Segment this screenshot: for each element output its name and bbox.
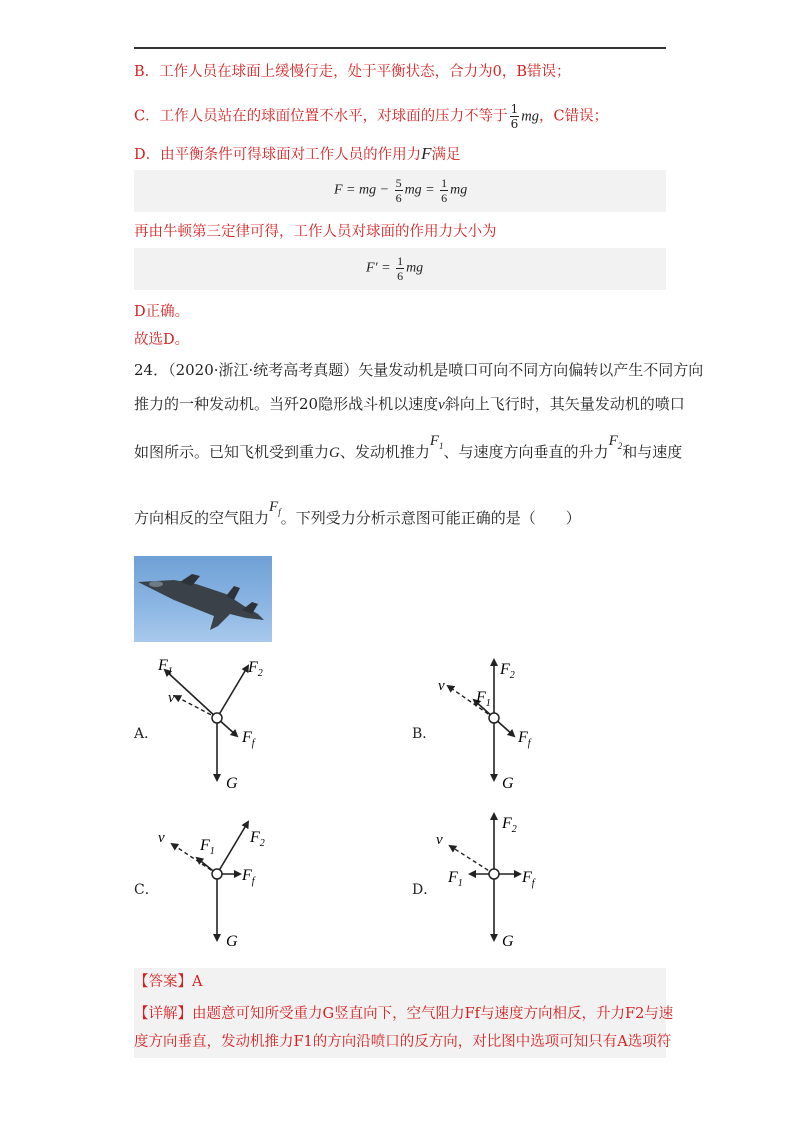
detail-line-2: 度方向垂直，发动机推力F1的方向沿喷口的反方向，对比图中选项可知只有A选项符	[134, 1034, 672, 1050]
force-symbol: F	[421, 144, 432, 163]
detail-text-1: 由题意可知所受重力G竖直向下，空气阻力Ff与速度方向相反，升力F2与速	[192, 1006, 674, 1022]
label-f2: $F_2$	[500, 661, 515, 681]
f-letter: F	[608, 433, 618, 449]
label-g: G	[226, 775, 238, 792]
solution-line-b: B．工作人员在球面上缓慢行走，处于平衡状态，合力为0，B错误；	[134, 64, 571, 80]
ff-symbol	[269, 499, 281, 515]
solution-line-d-tail: 满足	[431, 147, 461, 163]
f2-symbol	[609, 433, 623, 449]
option-d-label: D．	[412, 882, 438, 898]
equation-box-1	[134, 170, 666, 212]
gravity-symbol: G	[329, 445, 340, 461]
frac-den: 6	[441, 191, 448, 205]
equation-box-2	[134, 248, 666, 290]
f-letter: F	[269, 499, 279, 515]
force-diagram-d	[430, 810, 570, 960]
detail-line-1	[134, 1004, 673, 1024]
frac-num: 5	[395, 176, 402, 190]
q3d: 和与速度	[622, 443, 683, 461]
label-f1: $F_1$	[200, 837, 215, 857]
label-ff: $F_f$	[242, 867, 255, 887]
frac-num: 1	[441, 176, 448, 190]
label-g: G	[502, 933, 514, 950]
label-g: G	[226, 933, 238, 950]
arrow-f2	[217, 666, 248, 718]
frac-den: 6	[510, 117, 519, 131]
jet-icon	[134, 556, 272, 642]
frac-num: 1	[397, 254, 404, 268]
fraction	[395, 176, 403, 205]
label-f2: $F_2$	[250, 829, 265, 849]
q3b: 、发动机推力	[339, 443, 430, 461]
label-v: v	[438, 678, 445, 694]
eq1-tail: mg	[450, 182, 468, 198]
question-line-3	[134, 433, 683, 468]
eq1-left: F = mg −	[334, 182, 390, 198]
answer-value: A	[192, 974, 203, 990]
fighter-jet-photo	[134, 556, 272, 642]
velocity-symbol: v	[438, 397, 445, 413]
label-v: v	[436, 832, 443, 848]
solution-line-d-text: D．由平衡条件可得球面对工作人员的作用力	[134, 147, 422, 163]
mg-symbol: mg	[521, 108, 539, 125]
eq1-mid: mg =	[404, 182, 435, 198]
q2a: 推力的一种发动机。当歼20隐形战斗机以速度	[134, 395, 439, 413]
frac-num: 1	[510, 102, 519, 116]
f-letter: F	[429, 433, 440, 449]
label-v: v	[158, 830, 165, 846]
equation-1	[334, 176, 467, 205]
question-line-4	[134, 499, 581, 534]
equation-2	[366, 254, 423, 283]
solution-line-c-suffix: ，C错误；	[538, 108, 609, 125]
label-f1: $F_1$	[476, 689, 491, 709]
f1-sub: 1	[439, 441, 444, 451]
ff-sub: f	[278, 507, 281, 517]
body-circle	[212, 869, 222, 879]
label-ff: $F_f$	[242, 729, 255, 749]
body-circle	[212, 713, 222, 723]
q4a: 方向相反的空气阻力	[134, 509, 270, 527]
option-c-label: C．	[134, 882, 159, 898]
option-a-label: A．	[134, 726, 159, 742]
q3c: 、与速度方向垂直的升力	[443, 443, 609, 461]
label-f2: $F_2$	[248, 659, 263, 679]
answer-tag: 【答案】	[134, 974, 192, 990]
frac-den: 6	[397, 269, 404, 283]
q4b: 。下列受力分析示意图可能正确的是（ ）	[280, 509, 581, 527]
fraction	[396, 254, 404, 283]
detail-tag: 【详解】	[134, 1006, 192, 1022]
f1-symbol	[430, 433, 444, 449]
body-circle	[489, 869, 499, 879]
f2-sub: 2	[617, 441, 623, 451]
fraction	[510, 102, 520, 131]
force-diagram-b	[430, 650, 570, 800]
label-f2: $F_2$	[502, 815, 517, 835]
solution-choose: 故选D。	[134, 332, 190, 348]
body-circle	[489, 713, 499, 723]
top-rule	[134, 47, 666, 49]
frac-den: 6	[395, 191, 402, 205]
fraction	[440, 176, 448, 205]
solution-correct: D正确。	[134, 304, 190, 320]
eq2-left: F′ =	[366, 260, 391, 276]
label-g: G	[502, 775, 514, 792]
force-diagram-a	[150, 650, 290, 800]
solution-line-newton: 再由牛顿第三定律可得，工作人员对球面的作用力大小为	[134, 224, 497, 240]
solution-line-c-prefix: C．工作人员站在的球面位置不水平，对球面的压力不等于	[134, 108, 508, 125]
solution-line-c	[134, 102, 608, 131]
question-line-2	[134, 394, 685, 415]
label-f1: $F_1$	[448, 869, 463, 889]
solution-line-d	[134, 144, 461, 165]
force-diagram-c	[150, 810, 290, 960]
option-b-label: B．	[412, 726, 437, 742]
answer-line	[134, 972, 202, 992]
q2b: 斜向上飞行时，其矢量发动机的喷口	[444, 395, 685, 413]
label-ff: $F_f$	[518, 729, 531, 749]
label-f1: $F_1$	[158, 657, 173, 677]
label-ff: $F_f$	[522, 869, 535, 889]
q3a: 如图所示。已知飞机受到重力	[134, 443, 330, 461]
question-line-1: 24．（2020·浙江·统考高考真题）矢量发动机是喷口可向不同方向偏转以产生不同方向	[134, 361, 704, 379]
label-v: v	[168, 690, 175, 706]
eq2-tail: mg	[406, 260, 424, 276]
